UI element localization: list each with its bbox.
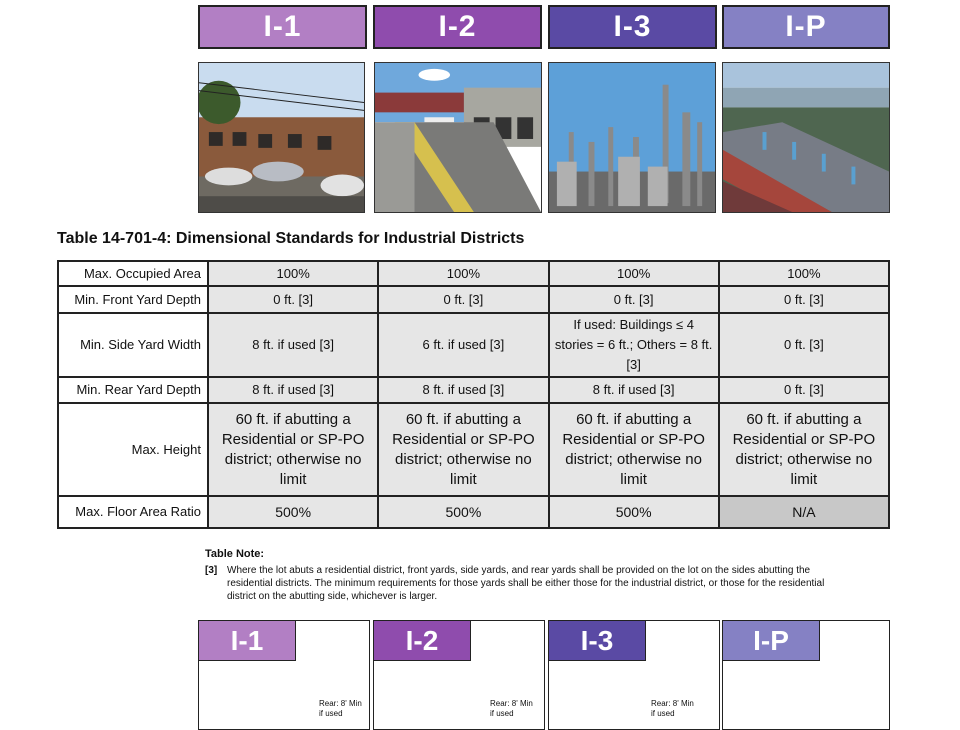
diagram-annotation: Rear: 8' Min if used (490, 699, 533, 718)
photo-i3-refinery (548, 62, 716, 213)
dimensional-standards-table (57, 260, 890, 529)
row-label: Max. Floor Area Ratio (58, 496, 208, 528)
table-cell: 0 ft. [3] (549, 286, 719, 313)
note-text: Where the lot abuts a residential district, front yards, side yards, and rear yards shall be provided on the lot on the sides abutting the residential districts. The minimum requirements for those yards shall be either those for the industrial district, or those for the residential district on the abutting side, whichever is larger. (227, 565, 825, 602)
row-label: Min. Side Yard Width (58, 313, 208, 377)
district-header-i3 (548, 5, 717, 49)
row-label: Min. Rear Yard Depth (58, 377, 208, 403)
table-row (58, 403, 889, 496)
table-cell: N/A (719, 496, 889, 528)
table-row (58, 286, 889, 313)
table-row (58, 261, 889, 286)
district-header-label: I-2 (438, 10, 477, 43)
district-header-i2 (373, 5, 542, 49)
district-header-i1 (198, 5, 367, 49)
table-note-heading: Table Note: (205, 548, 265, 560)
table-cell: 0 ft. [3] (208, 286, 378, 313)
table-cell: If used: Buildings ≤ 4 stories = 6 ft.; Others = 8 ft. [3] (549, 313, 719, 377)
diagram-panel-i2 (373, 620, 545, 730)
diagram-tag: I-2 (374, 621, 471, 661)
table-cell: 0 ft. [3] (719, 377, 889, 403)
row-label: Max. Occupied Area (58, 261, 208, 286)
table-row (58, 313, 889, 377)
table-cell: 8 ft. if used [3] (208, 313, 378, 377)
table-cell: 60 ft. if abutting a Residential or SP-PO district; otherwise no limit (208, 403, 378, 496)
table-cell: 100% (719, 261, 889, 286)
table-note (205, 564, 825, 603)
diagram-annotation: Rear: 8' Min if used (319, 699, 362, 718)
district-header-label: I-1 (263, 10, 302, 43)
table-title: Table 14-701-4: Dimensional Standards for Industrial Districts (57, 230, 525, 247)
table-cell: 500% (208, 496, 378, 528)
table-cell: 6 ft. if used [3] (378, 313, 548, 377)
photo-i2-road (374, 62, 542, 213)
table-cell: 100% (208, 261, 378, 286)
diagram-panel-ip (722, 620, 890, 730)
table-cell: 0 ft. [3] (719, 313, 889, 377)
table-cell: 8 ft. if used [3] (378, 377, 548, 403)
row-label: Max. Height (58, 403, 208, 496)
diagram-panel-i1 (198, 620, 370, 730)
table-cell: 500% (378, 496, 548, 528)
row-label: Min. Front Yard Depth (58, 286, 208, 313)
diagram-tag: I-1 (199, 621, 296, 661)
table-cell: 0 ft. [3] (719, 286, 889, 313)
table-cell: 8 ft. if used [3] (549, 377, 719, 403)
diagram-tag: I-P (723, 621, 820, 661)
diagram-annotation: Rear: 8' Min if used (651, 699, 694, 718)
district-header-label: I-3 (613, 10, 652, 43)
table-cell: 60 ft. if abutting a Residential or SP-PO district; otherwise no limit (719, 403, 889, 496)
table-cell: 500% (549, 496, 719, 528)
table-cell: 100% (378, 261, 548, 286)
photo-i1-street (198, 62, 365, 213)
district-header-label: I-P (785, 10, 827, 43)
photo-ip-port (722, 62, 890, 213)
diagram-tag: I-3 (549, 621, 646, 661)
table-row (58, 496, 889, 528)
table-cell: 8 ft. if used [3] (208, 377, 378, 403)
table-cell: 0 ft. [3] (378, 286, 548, 313)
table-cell: 60 ft. if abutting a Residential or SP-PO district; otherwise no limit (378, 403, 548, 496)
table-cell: 100% (549, 261, 719, 286)
district-header-ip (722, 5, 890, 49)
table-row (58, 377, 889, 403)
table-cell: 60 ft. if abutting a Residential or SP-PO district; otherwise no limit (549, 403, 719, 496)
diagram-panel-i3 (548, 620, 720, 730)
note-marker: [3] (205, 565, 218, 576)
